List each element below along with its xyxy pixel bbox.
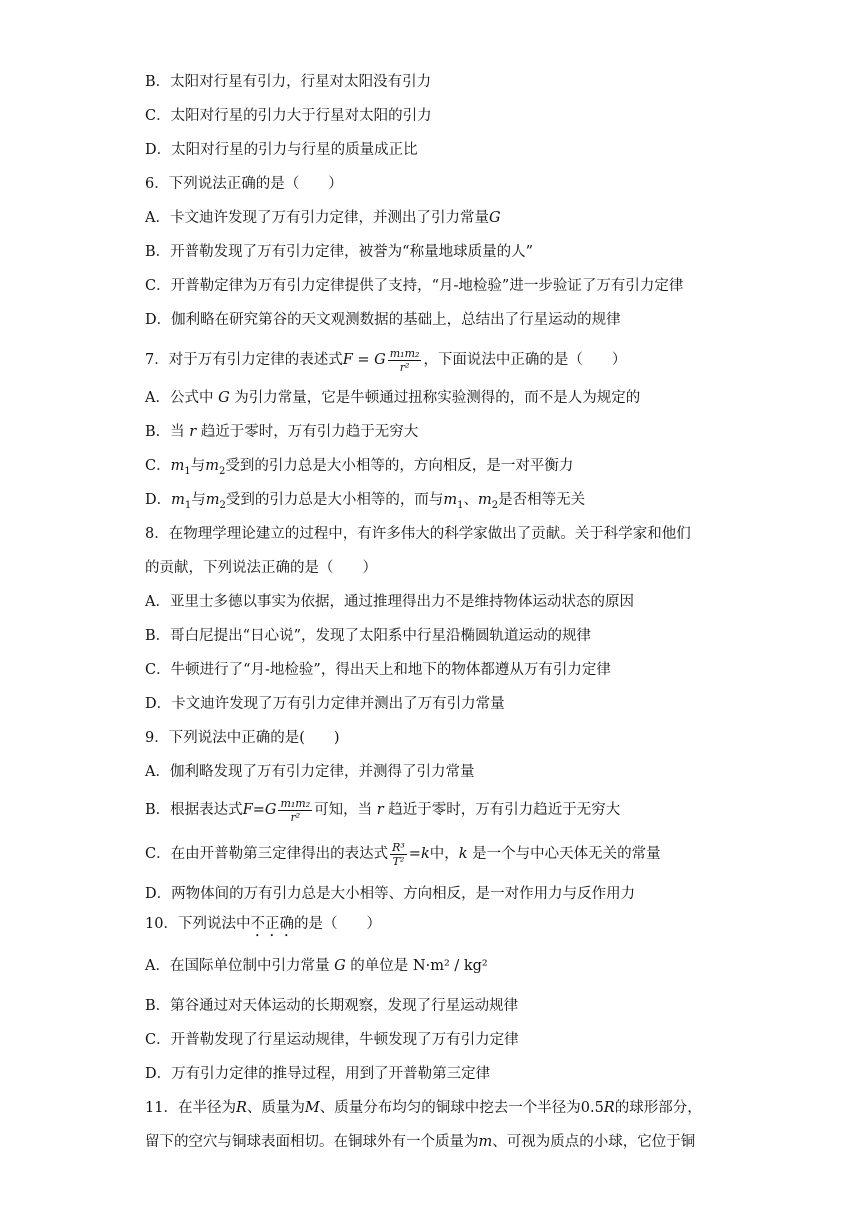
q9-option-b [145,796,620,824]
q11-m: m [478,1134,493,1150]
q7d-m1b-sub: 1 [457,499,464,511]
q8-option-a: A．亚里士多德以事实为依据，通过推理得出力不是维持物体运动状态的原因 [145,594,634,610]
q10-option-c: C．开普勒发现了行星运动规律，牛顿发现了万有引力定律 [145,1032,519,1048]
q6-option-a [145,208,501,228]
q7-stem [145,346,626,374]
q7-text-post: ，下面说法中正确的是（ ） [423,352,627,368]
q8-option-c: C．牛顿进行了“月-地检验”，得出天上和地下的物体都遵从万有引力定律 [145,662,611,678]
q7c-mid: 与 [190,458,206,474]
q11-R: R [235,1100,247,1116]
q9c-mid2: 中， [429,846,459,862]
q7d-m1: m [171,492,185,508]
q11-pre: 11．在半径为 [145,1100,236,1116]
q11-m2: 、质量分布均匀的铜球中挖去一个半径为 [319,1100,581,1116]
q7d-m2b-sub: 2 [491,499,499,511]
q10a-var: G [334,958,346,974]
q10-option-a [145,956,488,976]
q6-option-b: B．开普勒发现了万有引力定律，被誉为“称量地球质量的人” [145,244,533,260]
q9c-pre: C．在由开普勒第三定律得出的表达式 [145,846,389,862]
q7b-pre: B．当 [145,424,185,440]
q7b-var: r [189,424,197,440]
q8-option-d: D．卡文迪许发现了万有引力定律并测出了万有引力常量 [145,696,505,712]
q9c-num: R³ [392,840,405,854]
q7d-mid2: 受到的引力总是大小相等的，而与 [225,492,444,508]
q9b-lhs: F=G [242,802,277,818]
q11-m1: 、质量为 [246,1100,305,1116]
q7-option-b [145,422,418,442]
q9b-post: 趋近于零时，万有引力趋近于无穷大 [388,802,621,818]
q7d-pre: D． [145,492,172,508]
q9b-num: m₁m₂ [280,796,311,810]
q9-option-a: A．伽利略发现了万有引力定律，并测得了引力常量 [145,764,475,780]
q9-stem: 9．下列说法中正确的是( ) [145,730,340,746]
q11-R2: R [603,1100,615,1116]
q10-stem [145,914,381,940]
q7d-mid3: 、 [463,492,479,508]
q6a-text: A．卡文迪许发现了万有引力定律，并测出了引力常量 [145,210,489,226]
q7-formula-fraction [388,347,422,374]
q10a-unit: N·m² / kg² [412,958,488,974]
q7d-m2-sub: 2 [219,499,226,511]
q7a-var: G [218,390,230,406]
q10-option-d: D．万有引力定律的推导过程，用到了开普勒第三定律 [145,1066,491,1082]
q11-stem-line2 [145,1132,695,1152]
q7d-mid1: 与 [191,492,206,508]
q7d-m1-sub: 1 [184,499,192,511]
q5-option-b: B．太阳对行星有引力，行星对太阳没有引力 [145,74,432,90]
q10-option-b: B．第谷通过对天体运动的长期观察，发现了行星运动规律 [145,998,519,1014]
q7-text-pre: 7．对于万有引力定律的表述式 [145,352,343,368]
q11-post2: 、可视为质点的小球，它位于铜 [492,1134,696,1150]
q11-pre2: 留下的空穴与铜球表面相切。在铜球外有一个质量为 [145,1134,479,1150]
q5-option-d: D．太阳对行星的引力与行星的质量成正比 [145,142,418,158]
q8-stem-line2: 的贡献，下列说法正确的是（ ） [145,560,377,576]
q7d-m2: m [205,492,220,508]
q11-M: M [304,1100,320,1116]
q9c-fraction [390,841,407,868]
q7-formula-lhs: F = G [342,352,386,368]
q8-option-b: B．哥白尼提出“日心说”，发现了太阳系中行星沿椭圆轨道运动的规律 [145,628,591,644]
q10-post: 的是（ ） [293,916,381,932]
q7b-post: 趋近于零时，万有引力趋于无穷大 [200,424,419,440]
q9b-pre: B．根据表达式 [145,802,243,818]
q9c-post: 是一个与中心天体无关的常量 [472,846,661,862]
q7d-m1b: m [443,492,458,508]
q9b-var: r [376,802,384,818]
q7c-m2-sub: 2 [218,465,226,477]
q6-option-c: C．开普勒定律为万有引力定律提供了支持，“月-地检验”进一步验证了万有引力定律 [145,278,684,294]
q7c-m2: m [205,458,219,474]
q10-emphasis: 不正确 [250,916,294,932]
q6a-var: G [488,210,501,226]
q9-option-d: D．两物体间的万有引力总是大小相等、方向相反，是一对作用力与反作用力 [145,886,636,902]
q11-post1: 的球形部分， [614,1100,702,1116]
q7c-m1: m [170,458,185,474]
q7c-post: 受到的引力总是大小相等的，方向相反，是一对平衡力 [225,458,574,474]
q7c-pre: C． [145,458,171,474]
q9b-den: r² [290,810,301,824]
q10a-mid: 的单位是 [350,958,409,974]
q10-pre: 10．下列说法中 [145,916,251,932]
q11-half: 0.5 [580,1100,604,1116]
q5-option-c: C．太阳对行星的引力大于行星对太阳的引力 [145,108,432,124]
q7a-post: 为引力常量，它是牛顿通过扭称实验测得的，而不是人为规定的 [234,390,641,406]
q7c-m1-sub: 1 [184,465,191,477]
q9c-k2: k [458,846,468,862]
q7-option-c [145,456,573,482]
q9c-k: k [420,846,430,862]
q6-stem: 6．下列说法正确的是（ ） [145,176,343,192]
q6-option-d: D．伽利略在研究第谷的天文观测数据的基础上，总结出了行星运动的规律 [145,312,621,328]
q8-stem-line1: 8．在物理学理论建立的过程中，有许多伟大的科学家做出了贡献。关于科学家和他们 [145,526,691,542]
q9c-den: T² [392,854,405,868]
q7d-post: 是否相等无关 [498,492,586,508]
q7-formula-den: r² [399,360,410,374]
q7-option-d [145,490,585,516]
q7d-m2b: m [478,492,492,508]
q9b-fraction [278,797,312,824]
q7-option-a [145,388,640,408]
q10a-pre: A．在国际单位制中引力常量 [145,958,330,974]
q9-option-c [145,840,661,868]
q7-formula-num: m₁m₂ [389,346,420,360]
q11-stem-line1 [145,1098,702,1118]
q9b-mid: 可知，当 [314,802,373,818]
q9c-eq: = [408,846,421,862]
q7a-pre: A．公式中 [145,390,214,406]
